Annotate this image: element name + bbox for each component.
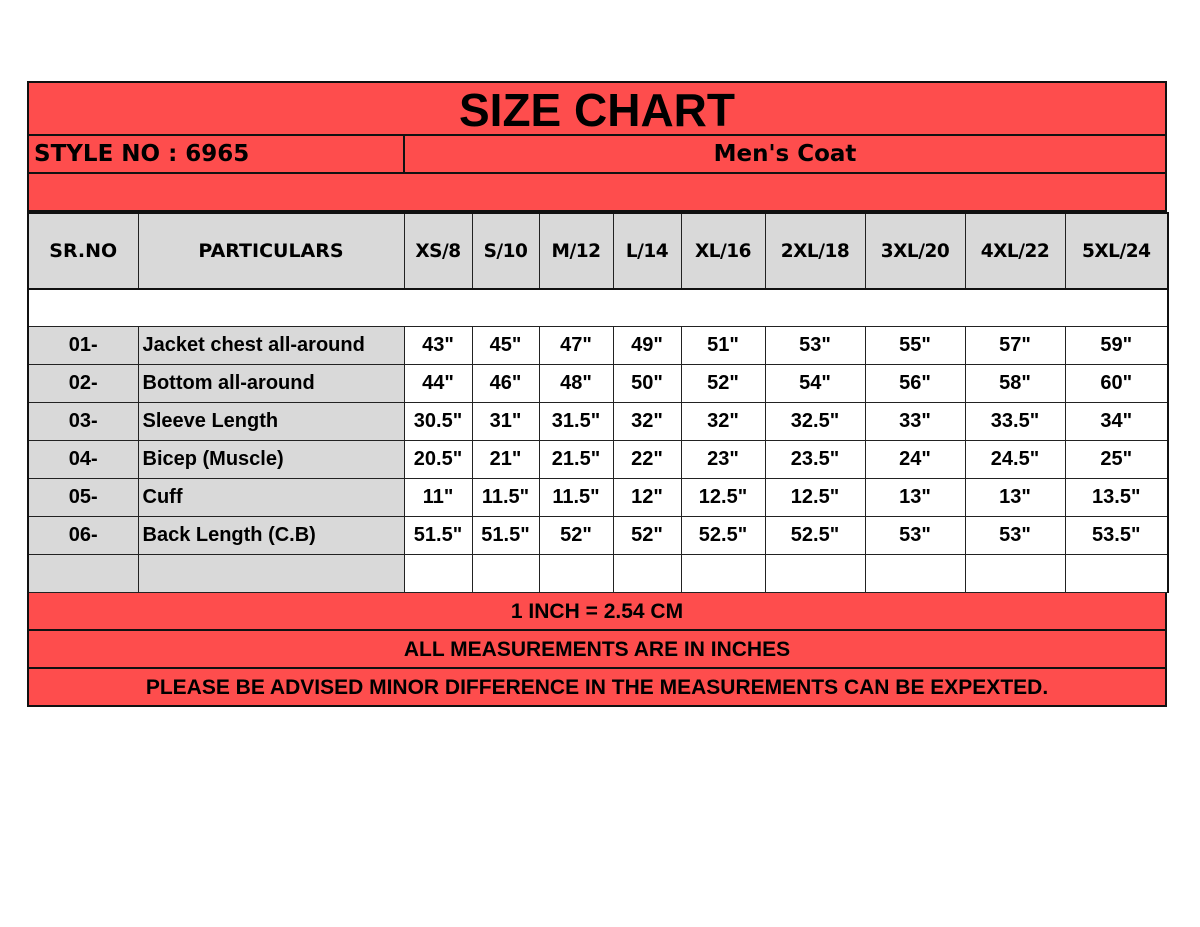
measurement-cell: 58" [965, 365, 1065, 403]
measurement-cell: 11.5" [472, 479, 539, 517]
measurement-cell: 12.5" [765, 479, 865, 517]
measurement-cell: 20.5" [404, 441, 472, 479]
blank-cell [28, 289, 1065, 327]
measurement-cell: 52" [613, 517, 681, 555]
row-srno: 02- [28, 365, 138, 403]
measurement-cell: 25" [1065, 441, 1168, 479]
measurement-cell: 24.5" [965, 441, 1065, 479]
row-srno: 06- [28, 517, 138, 555]
measurement-cell: 13" [865, 479, 965, 517]
measurement-cell: 57" [965, 327, 1065, 365]
disclaimer-note: PLEASE BE ADVISED MINOR DIFFERENCE IN THE MEASUREMENTS CAN BE EXPEXTED. [27, 669, 1167, 707]
measurement-cell: 59" [1065, 327, 1168, 365]
measurement-cell: 46" [472, 365, 539, 403]
units-note: ALL MEASUREMENTS ARE IN INCHES [27, 631, 1167, 669]
measurement-cell: 13" [965, 479, 1065, 517]
row-srno: 01- [28, 327, 138, 365]
header-size: L/14 [613, 213, 681, 289]
row-particular: Jacket chest all-around [138, 327, 404, 365]
measurement-cell: 51" [681, 327, 765, 365]
size-table [27, 212, 1169, 593]
size-chart-sheet [27, 81, 1167, 707]
measurement-cell: 53" [865, 517, 965, 555]
measurement-cell: 32" [613, 403, 681, 441]
header-size: XL/16 [681, 213, 765, 289]
measurement-cell: 53" [765, 327, 865, 365]
measurement-cell: 24" [865, 441, 965, 479]
table-row [28, 479, 1168, 517]
blank-row [28, 289, 1168, 327]
header-srno: SR.NO [28, 213, 138, 289]
row-srno: 04- [28, 441, 138, 479]
measurement-cell: 54" [765, 365, 865, 403]
table-row [28, 517, 1168, 555]
row-srno: 03- [28, 403, 138, 441]
empty-cell [965, 555, 1065, 593]
measurement-cell: 52.5" [765, 517, 865, 555]
row-particular: Back Length (C.B) [138, 517, 404, 555]
measurement-cell: 32" [681, 403, 765, 441]
measurement-cell: 60" [1065, 365, 1168, 403]
header-size: M/12 [539, 213, 613, 289]
row-particular: Bicep (Muscle) [138, 441, 404, 479]
measurement-cell: 52.5" [681, 517, 765, 555]
measurement-cell: 49" [613, 327, 681, 365]
empty-cell [681, 555, 765, 593]
header-row [28, 213, 1168, 289]
measurement-cell: 12.5" [681, 479, 765, 517]
measurement-cell: 47" [539, 327, 613, 365]
measurement-cell: 23.5" [765, 441, 865, 479]
empty-row [28, 555, 1168, 593]
style-number: STYLE NO : 6965 [29, 136, 405, 172]
measurement-cell: 48" [539, 365, 613, 403]
measurement-cell: 51.5" [472, 517, 539, 555]
empty-cell [472, 555, 539, 593]
measurement-cell: 43" [404, 327, 472, 365]
empty-cell [865, 555, 965, 593]
measurement-cell: 30.5" [404, 403, 472, 441]
measurement-cell: 31.5" [539, 403, 613, 441]
table-row [28, 365, 1168, 403]
measurement-cell: 32.5" [765, 403, 865, 441]
empty-cell [613, 555, 681, 593]
measurement-cell: 12" [613, 479, 681, 517]
conversion-note: 1 INCH = 2.54 CM [27, 593, 1167, 631]
header-size: 4XL/22 [965, 213, 1065, 289]
table-row [28, 327, 1168, 365]
header-particulars: PARTICULARS [138, 213, 404, 289]
red-spacer-band [27, 174, 1167, 212]
measurement-cell: 13.5" [1065, 479, 1168, 517]
measurement-cell: 53.5" [1065, 517, 1168, 555]
blank-cell [1065, 289, 1168, 327]
empty-cell [765, 555, 865, 593]
header-size: XS/8 [404, 213, 472, 289]
measurement-cell: 52" [681, 365, 765, 403]
measurement-cell: 21" [472, 441, 539, 479]
measurement-cell: 31" [472, 403, 539, 441]
measurement-cell: 53" [965, 517, 1065, 555]
measurement-cell: 11.5" [539, 479, 613, 517]
row-particular: Bottom all-around [138, 365, 404, 403]
table-row [28, 441, 1168, 479]
measurement-cell: 22" [613, 441, 681, 479]
table-row [28, 403, 1168, 441]
empty-srno-cell [28, 555, 138, 593]
measurement-cell: 55" [865, 327, 965, 365]
measurement-cell: 23" [681, 441, 765, 479]
measurement-cell: 52" [539, 517, 613, 555]
header-size: S/10 [472, 213, 539, 289]
measurement-cell: 50" [613, 365, 681, 403]
header-size: 3XL/20 [865, 213, 965, 289]
empty-cell [404, 555, 472, 593]
empty-cell [1065, 555, 1168, 593]
row-particular: Sleeve Length [138, 403, 404, 441]
header-size: 2XL/18 [765, 213, 865, 289]
measurement-cell: 56" [865, 365, 965, 403]
empty-cell [539, 555, 613, 593]
measurement-cell: 51.5" [404, 517, 472, 555]
measurement-cell: 34" [1065, 403, 1168, 441]
style-row [27, 136, 1167, 174]
product-name: Men's Coat [713, 141, 857, 167]
row-srno: 05- [28, 479, 138, 517]
chart-title: SIZE CHART [27, 81, 1167, 136]
measurement-cell: 33.5" [965, 403, 1065, 441]
measurement-cell: 45" [472, 327, 539, 365]
measurement-cell: 33" [865, 403, 965, 441]
measurement-cell: 21.5" [539, 441, 613, 479]
measurement-cell: 11" [404, 479, 472, 517]
measurement-cell: 44" [404, 365, 472, 403]
header-size: 5XL/24 [1065, 213, 1168, 289]
empty-particular-cell [138, 555, 404, 593]
row-particular: Cuff [138, 479, 404, 517]
